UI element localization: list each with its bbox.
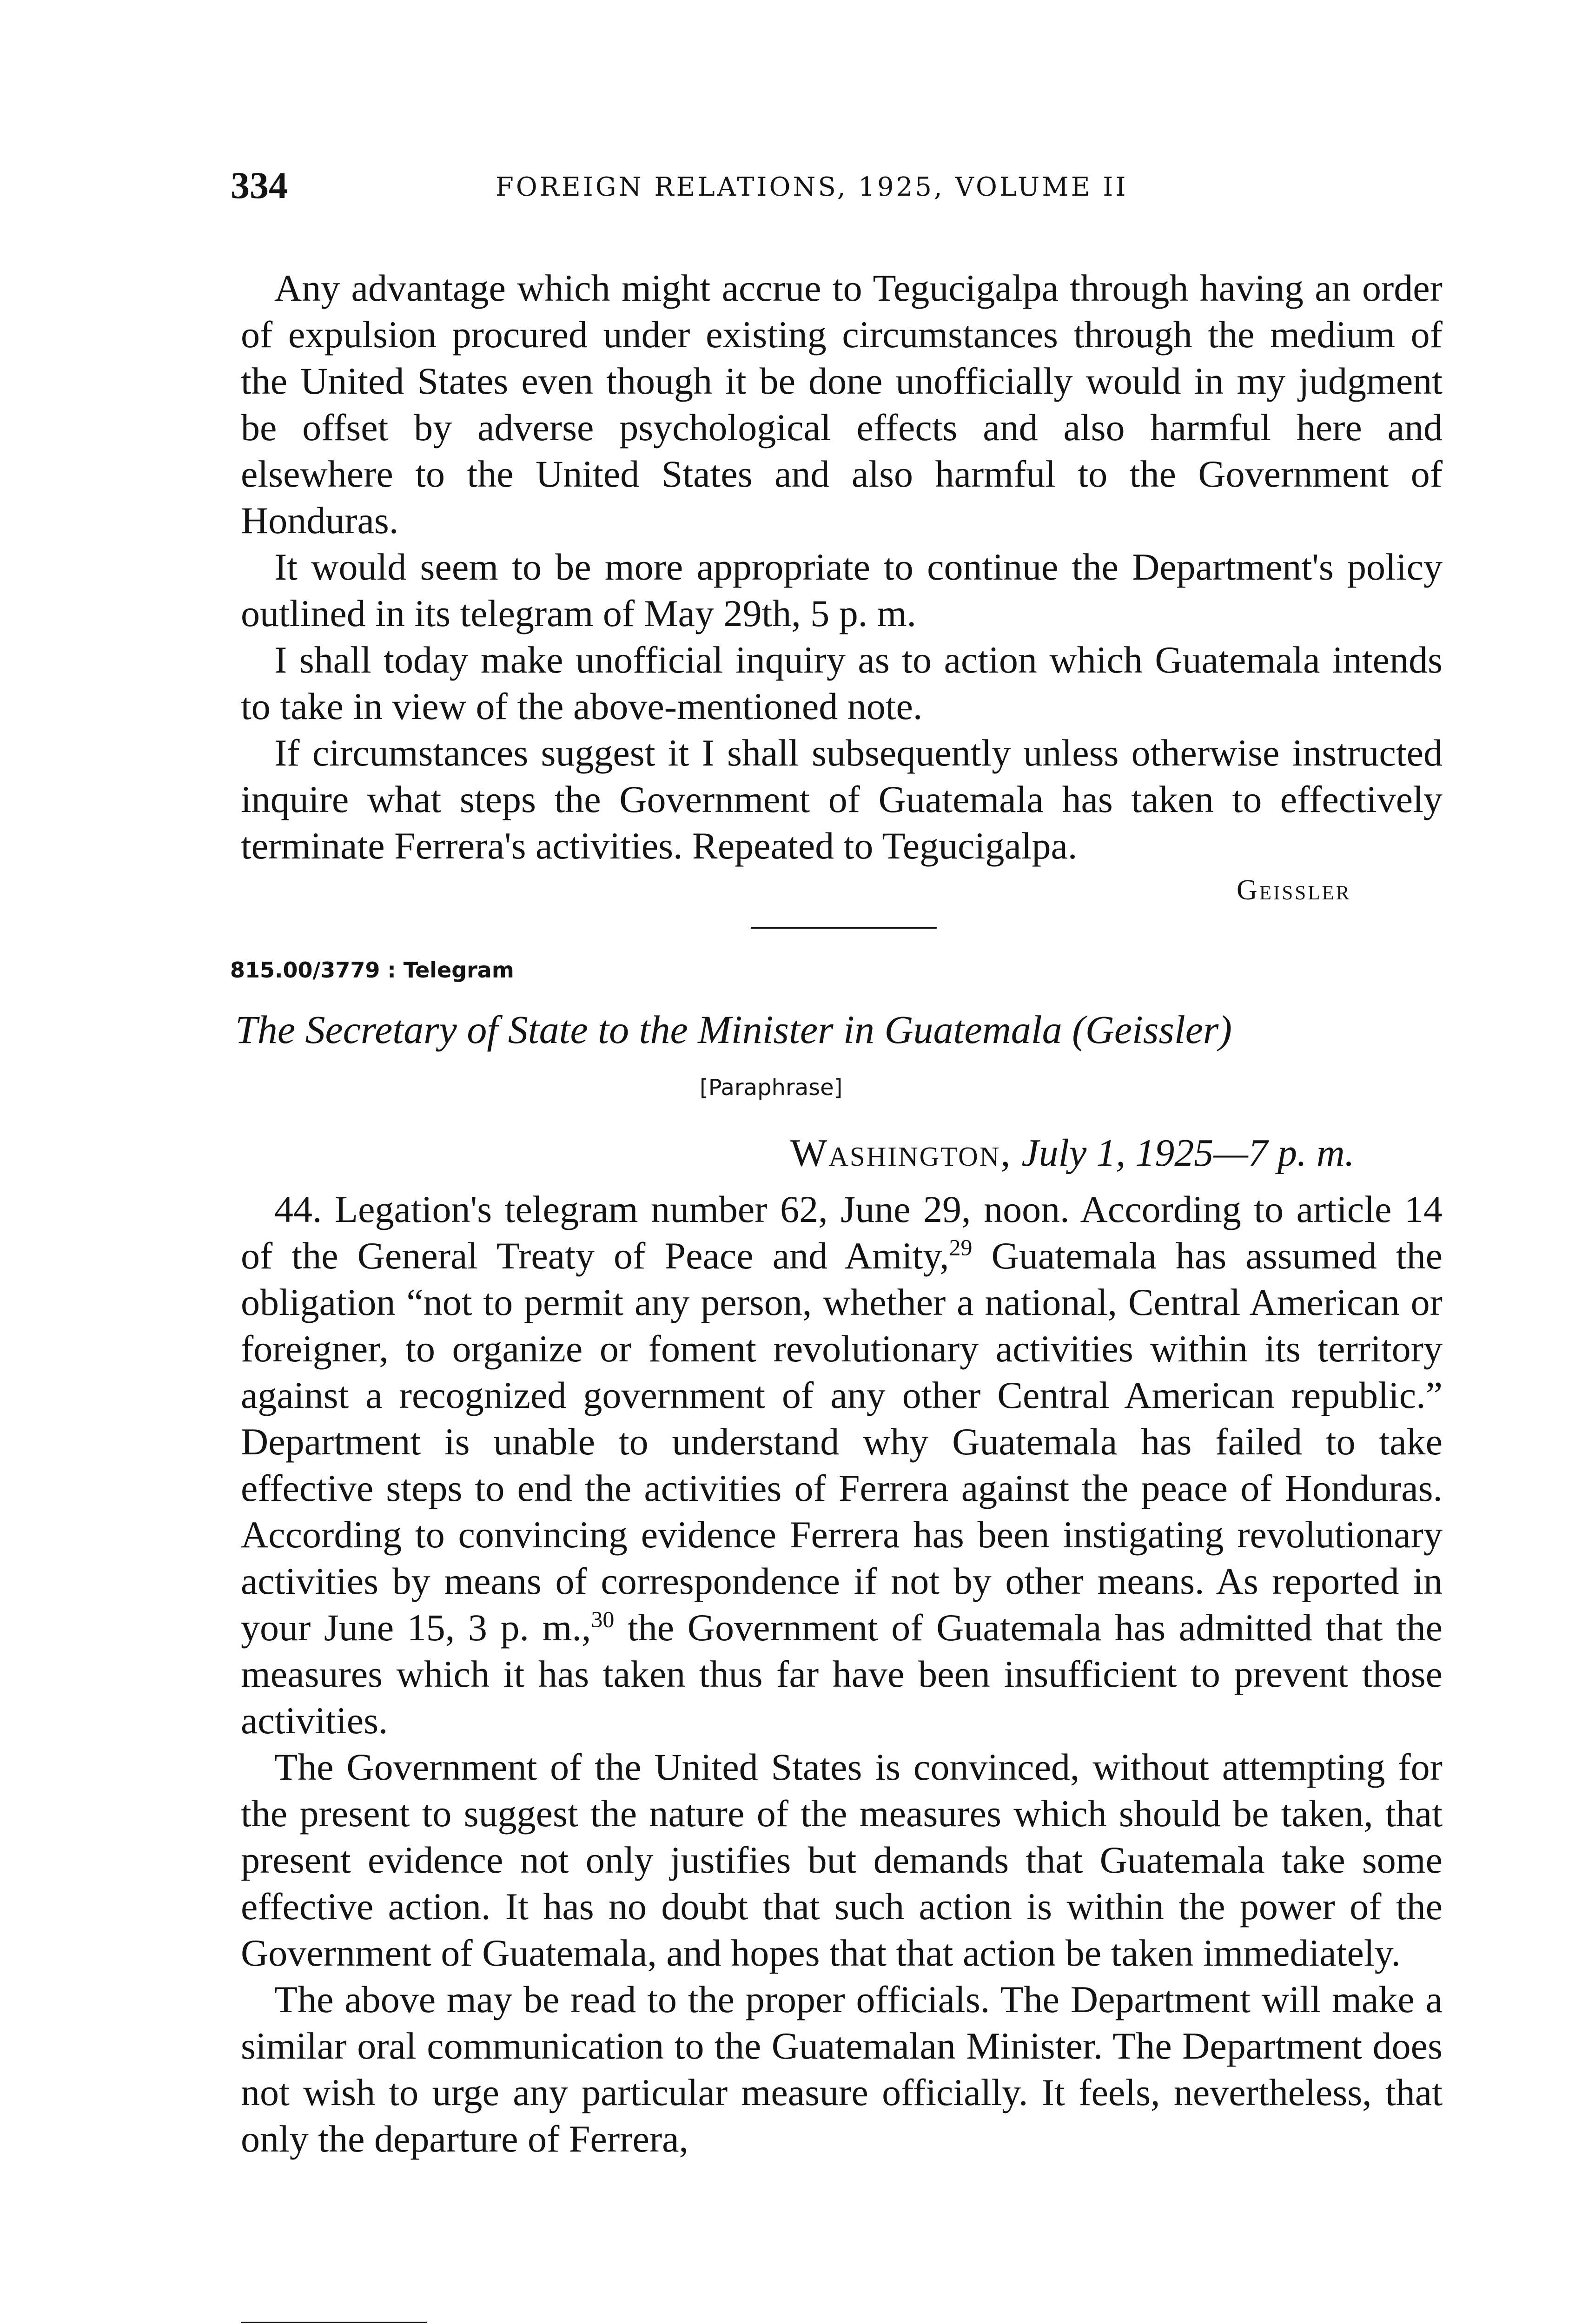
body-paragraph: I shall today make unofficial inquiry as to action which Guatemala intends to take in view of the above-mentioned note. xyxy=(241,639,1443,727)
running-head: FOREIGN RELATIONS, 1925, VOLUME II xyxy=(496,172,1128,202)
previous-document-body xyxy=(241,265,1443,869)
page-header xyxy=(231,164,1430,215)
document-title: The Secretary of State to the Minister in Guatemala (Geissler) xyxy=(235,1007,1232,1052)
footnote-ref: 30 xyxy=(591,1606,615,1632)
body-paragraph: It would seem to be more appropriate to continue the Department's policy outlined in its telegram of May 29th, 5 p. m. xyxy=(241,546,1443,634)
signature: Geissler xyxy=(1237,874,1351,906)
dateline-date: July 1, 1925—7 p. m. xyxy=(1021,1131,1355,1175)
footnote-divider xyxy=(241,2322,427,2323)
body-paragraph xyxy=(241,1186,1443,1744)
text-run: Guatemala has assumed the obligation “not to permit any person, whether a national, Central American or foreigner, to organize or foment revolutionary activities within its territory against a recognized government of any other Central American republic.” Department is unable to understand why Guatemala has failed to take effective steps to end the activities of Ferrera against the peace of Honduras. According to convincing evidence Ferrera has been instigating revolutionary activities by means of correspondence if not by other means. As reported in your June 15, 3 p. m., xyxy=(241,1235,1443,1649)
body-paragraph: The above may be read to the proper officials. The Department will make a similar oral communication to the Guatemalan Minister. The Department does not wish to urge any particular measure officially. It feels, nevertheless, that only the departure of Ferrera, xyxy=(241,1978,1443,2160)
file-reference: 815.00/3779 : Telegram xyxy=(230,957,514,983)
section-divider xyxy=(751,927,937,929)
dateline xyxy=(790,1130,1355,1175)
text-run: 44. Legation's telegram number 62, June 29, noon. According to article 14 of the General Treaty of Peace and Amity, xyxy=(241,1188,1443,1277)
body-paragraph: Any advantage which might accrue to Tegucigalpa through having an order of expulsion procured under existing circumstances through the medium of the United States even though it be done unofficially would in my judgment be offset by adverse psychological effects and also harmful here and elsewhere to the United States and also harmful to the Government of Honduras. xyxy=(241,267,1443,541)
paraphrase-note: [Paraphrase] xyxy=(700,1075,843,1101)
body-paragraph: If circumstances suggest it I shall subsequently unless otherwise instructed inquire what steps the Government of Guatemala has taken to effectively terminate Ferrera's activities. Repeated to Tegucigalpa. xyxy=(241,732,1443,867)
footnote-ref: 29 xyxy=(949,1234,973,1261)
page-number: 334 xyxy=(231,164,288,206)
telegram-body xyxy=(241,1186,1443,2162)
dateline-place: Washington, xyxy=(790,1131,1012,1175)
text-run: the Government of Guatemala has admitted that the measures which it has taken thus far have been insufficient to prevent those activities. xyxy=(241,1606,1443,1742)
body-paragraph: The Government of the United States is convinced, without attempting for the present to suggest the nature of the measures which should be taken, that present evidence not only justifies but demands that Guatemala take some effective action. It has no doubt that such action is within the power of the Government of Guatemala, and hopes that that action be taken immediately. xyxy=(241,1746,1443,1974)
